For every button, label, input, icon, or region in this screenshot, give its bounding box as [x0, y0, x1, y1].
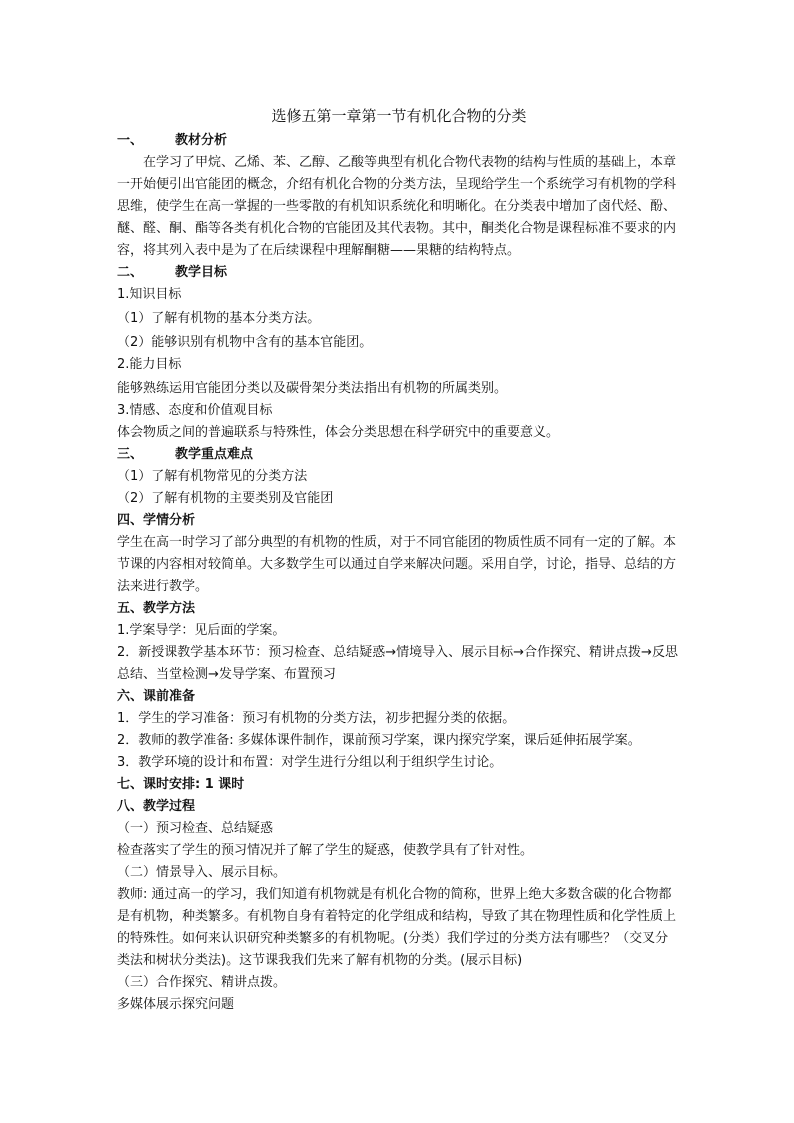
section-2-heading	[117, 262, 681, 284]
section-1-number: 一、	[117, 133, 144, 148]
process-step-2-body: 教师: 通过高一的学习，我们知道有机物就是有机化合物的简称，世界上绝大多数含碳的化合物都是有机物，种类繁多。有机物自身有着特定的化学组成和结构，导致了其在物理性质和化学性质上的特殊性。如何来认识研究种类繁多的有机物呢。(分类）我们学过的分类方法有哪些？（交叉分类法和树状分类法)。这节课我我们先来了解有机物的分类。(展示目标)	[117, 887, 677, 968]
knowledge-goal-title: 1.知识目标	[117, 287, 182, 302]
section-5-heading: 五、教学方法	[117, 601, 196, 616]
method-item-1: 1.学案导学：见后面的学案。	[117, 623, 286, 638]
document-page	[117, 104, 681, 1016]
section-4-heading: 四、学情分析	[117, 513, 196, 528]
section-1-heading	[117, 130, 681, 152]
ability-goal-title: 2.能力目标	[117, 357, 182, 372]
key-point-2: （2）了解有机物的主要类别及官能团	[117, 491, 334, 506]
knowledge-goal-1: （1）了解有机物的基本分类方法。	[117, 311, 321, 326]
section-7-heading: 七、课时安排: 1 课时	[117, 777, 245, 792]
preparation-item-2: 2．教师的教学准备: 多媒体课件制作，课前预习学案，课内探究学案，课后延伸拓展学案。	[117, 733, 641, 748]
process-step-3-title: （三）合作探究、精讲点拨。	[117, 975, 287, 990]
document-title: 选修五第一章第一节有机化合物的分类	[271, 107, 527, 125]
section-3-number: 三、	[117, 447, 144, 462]
section-1-body: 在学习了甲烷、乙烯、苯、乙醇、乙酸等典型有机化合物代表物的结构与性质的基础上，本章一开始便引出官能团的概念，介绍有机化合物的分类方法，呈现给学生一个系统学习有机物的学科思维，使学生在高一掌握的一些零散的有机知识系统化和明晰化。在分类表中增加了卤代烃、酚、醚、醛、酮、酯等各类有机化合物的官能团及其代表物。其中，酮类化合物是课程标准不要求的内容，将其列入表中是为了在后续课程中理解酮糖——果糖的结构特点。	[117, 155, 677, 258]
section-1-title: 教材分析	[175, 133, 228, 148]
emotion-goal-1: 体会物质之间的普遍联系与特殊性，体会分类思想在科学研究中的重要意义。	[117, 425, 560, 440]
knowledge-goal-2: （2）能够识别有机物中含有的基本官能团。	[117, 335, 373, 350]
section-2-number: 二、	[117, 265, 144, 280]
emotion-goal-title: 3.情感、态度和价值观目标	[117, 403, 273, 418]
process-step-2-title: （二）情景导入、展示目标。	[117, 865, 287, 880]
section-6-heading: 六、课前准备	[117, 689, 196, 704]
preparation-item-3: 3．教学环境的设计和布置：对学生进行分组以利于组织学生讨论。	[117, 755, 503, 770]
section-2-title: 教学目标	[175, 265, 228, 280]
section-4-body: 学生在高一时学习了部分典型的有机物的性质，对于不同官能团的物质性质不同有一定的了解。本节课的内容相对较简单。大多数学生可以通过自学来解决问题。采用自学，讨论，指导、总结的方法来进行教学。	[117, 535, 677, 594]
ability-goal-1: 能够熟练运用官能团分类以及碳骨架分类法指出有机物的所属类别。	[117, 381, 508, 396]
key-point-1: （1）了解有机物常见的分类方法	[117, 469, 308, 484]
section-8-heading: 八、教学过程	[117, 799, 196, 814]
section-3-heading	[117, 444, 681, 466]
process-step-1-body: 检查落实了学生的预习情况并了解了学生的疑惑，使教学具有了针对性。	[117, 843, 534, 858]
process-step-3-body: 多媒体展示探究问题	[117, 997, 235, 1012]
preparation-item-1: 1．学生的学习准备：预习有机物的分类方法，初步把握分类的依据。	[117, 711, 516, 726]
method-item-2: 2．新授课教学基本环节：预习检查、总结疑惑→情境导入、展示目标→合作探究、精讲点拨→反思总结、当堂检测→发导学案、布置预习	[117, 645, 678, 682]
process-step-1-title: （一）预习检查、总结疑惑	[117, 821, 274, 836]
section-3-title: 教学重点难点	[175, 447, 254, 462]
